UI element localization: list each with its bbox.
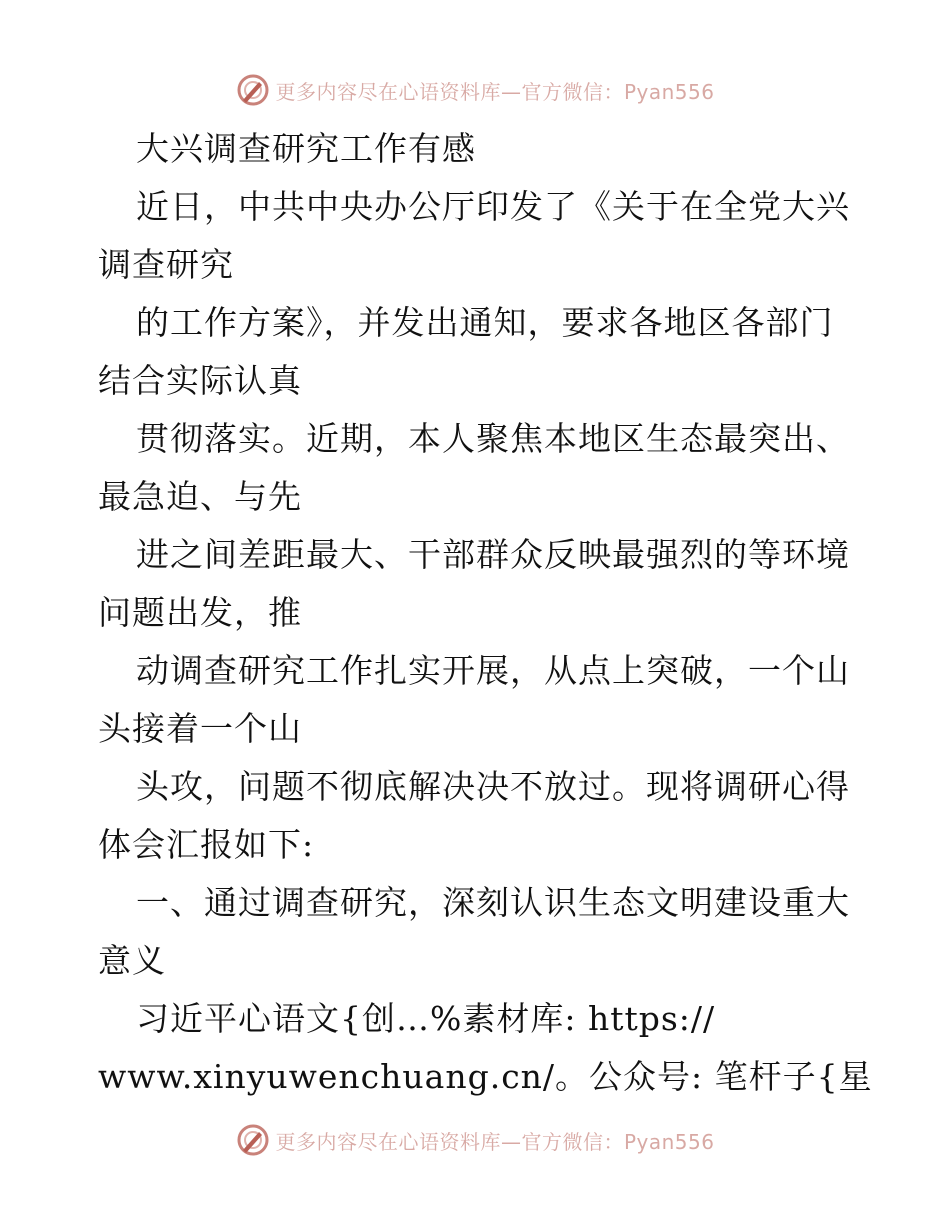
paragraph-line: 头接着一个山	[98, 709, 302, 748]
paragraph-line: 意义	[98, 941, 166, 980]
paragraph-line: 动调查研究工作扎实开展，从点上突破，一个山	[136, 651, 850, 690]
paragraph-line: 的工作方案》，并发出通知，要求各地区各部门	[136, 303, 834, 342]
paragraph-line: 习近平心语文{创…%素材库: https://	[136, 999, 716, 1038]
paragraph-line: 最急迫、与先	[98, 477, 302, 516]
paragraph-line: 调查研究	[98, 245, 234, 284]
watermark-banner-bottom	[0, 1120, 950, 1160]
paragraph-line: 近日，中共中央办公厅印发了《关于在全党大兴	[136, 187, 850, 226]
watermark-text: 更多内容尽在心语资料库—官方微信：Pyan556	[275, 79, 715, 104]
doc-title: 大兴调查研究工作有感	[136, 129, 476, 168]
paragraph-line: 结合实际认真	[98, 361, 302, 400]
paragraph-line: 头攻，问题不彻底解决决不放过。现将调研心得	[136, 767, 850, 806]
paragraph-line: 进之间差距最大、干部群众反映最强烈的等环境	[136, 535, 850, 574]
paragraph-line: www.xinyuwenchuang.cn/。公众号: 笔杆子{星	[98, 1057, 873, 1096]
watermark-banner-top	[0, 70, 950, 110]
paragraph-line: 体会汇报如下:	[98, 825, 315, 864]
section-heading: 一、通过调查研究，深刻认识生态文明建设重大	[136, 883, 850, 922]
pen-logo-icon	[235, 72, 271, 108]
pen-logo-icon	[235, 1122, 271, 1158]
document-body	[98, 120, 873, 1106]
watermark-text: 更多内容尽在心语资料库—官方微信：Pyan556	[275, 1129, 715, 1154]
paragraph-line: 问题出发，推	[98, 593, 302, 632]
paragraph-line: 贯彻落实。近期，本人聚焦本地区生态最突出、	[136, 419, 850, 458]
